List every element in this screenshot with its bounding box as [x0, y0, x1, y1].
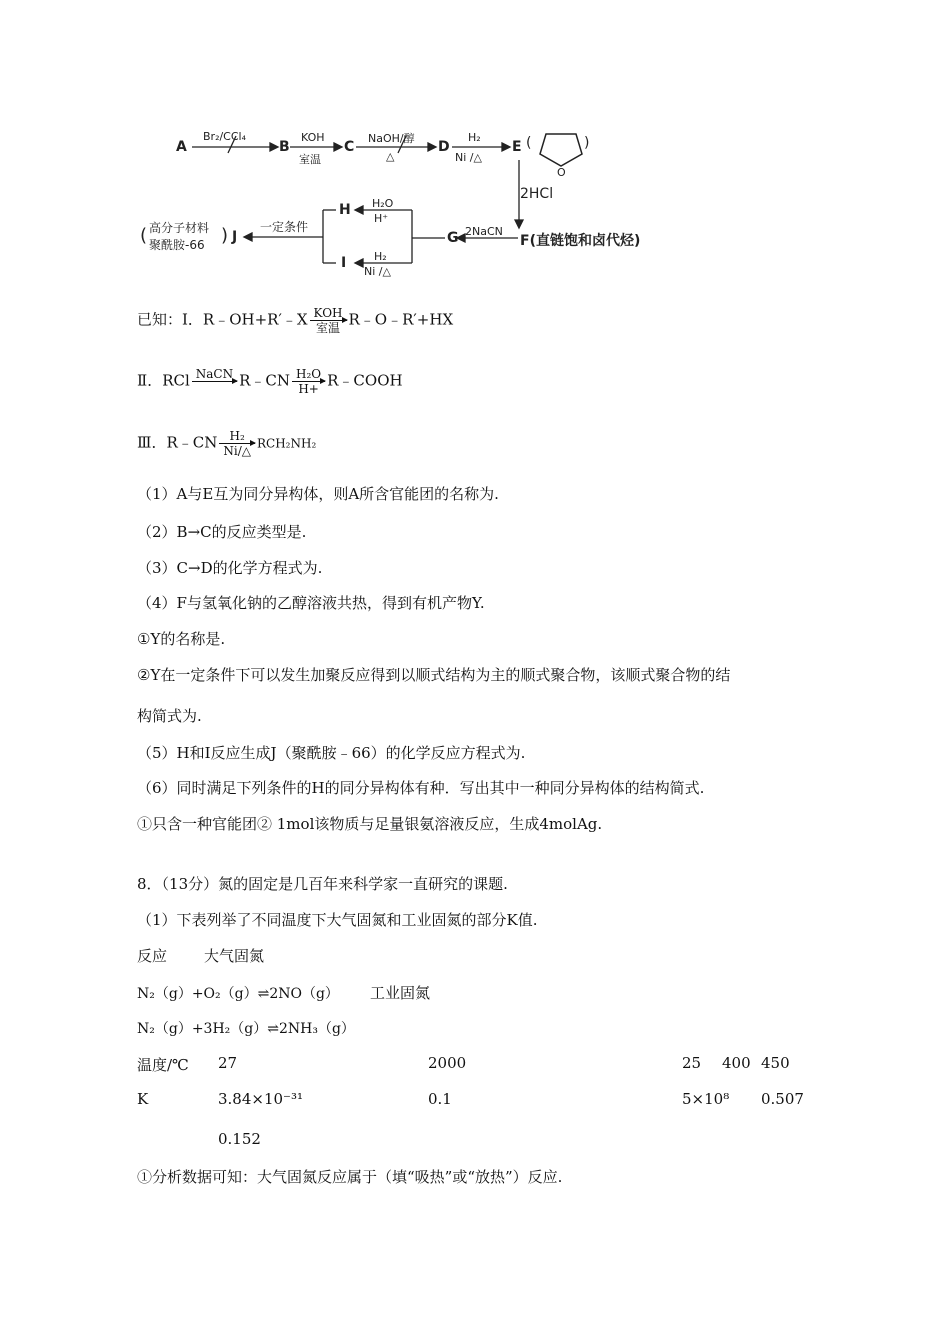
- table-header-atm: 大气固氮: [204, 947, 265, 965]
- node-e: E: [512, 139, 522, 155]
- cond-b-c-top: KOH: [301, 131, 325, 144]
- cond-c-d-top: NaOH/醇: [368, 132, 415, 145]
- node-a: A: [176, 139, 187, 155]
- known-i-arrow: [310, 306, 347, 335]
- cond-b-c-bot: 室温: [299, 153, 321, 166]
- ring-oxygen: O: [557, 166, 566, 179]
- question-6-cond: ①只含一种官能团② 1mol该物质与足量银氨溶液反应，生成4molAg.: [137, 815, 603, 833]
- table-header-reaction: 反应: [137, 947, 168, 965]
- node-d: D: [438, 139, 450, 155]
- cond-f-g: 2NaCN: [465, 225, 503, 238]
- known-i: [137, 306, 453, 335]
- j-label-line2: 聚酰胺-66: [149, 238, 205, 252]
- known-ii: [137, 367, 403, 396]
- known-iii-top: H₂: [229, 429, 245, 443]
- known-i-bot: 室温: [316, 321, 341, 335]
- table-temp-label: 温度/℃: [137, 1056, 189, 1074]
- thf-ring: [540, 134, 582, 166]
- known-ii-bot2: H+: [298, 382, 319, 396]
- j-label-line1: 高分子材料: [149, 221, 210, 235]
- cond-g-i-top: H₂: [374, 250, 387, 263]
- table-k-label: K: [137, 1090, 149, 1108]
- node-i: I: [341, 255, 347, 271]
- known-ii-mid: R﹣CN: [239, 371, 291, 390]
- table-temp-4: 450: [761, 1054, 790, 1072]
- known-iii-suffix: RCH₂NH₂: [256, 436, 317, 451]
- known-iii-arrow: [219, 429, 255, 458]
- question-1: （1）A与E互为同分异构体，则A所含官能团的名称为.: [137, 485, 499, 503]
- known-i-top: KOH: [313, 306, 343, 320]
- cond-hi-j: 一定条件: [260, 220, 309, 234]
- known-iii-prefix: Ⅲ．R﹣CN: [137, 433, 218, 452]
- table-k-2: 5×10⁸: [682, 1090, 730, 1108]
- table-eq1: N₂（g）+O₂（g）⇌2NO（g）: [137, 986, 339, 1002]
- question-5: （5）H和Ⅰ反应生成J（聚酰胺﹣66）的化学反应方程式为.: [137, 744, 526, 762]
- e-paren-close: ): [584, 135, 590, 151]
- cond-g-h-bot: H⁺: [374, 212, 389, 225]
- table-k-4: 0.152: [218, 1130, 261, 1148]
- question-2: （2）B→C的反应类型是.: [137, 523, 307, 541]
- q8-q1: ①分析数据可知：大气固氮反应属于（填“吸热”或“放热”）反应.: [137, 1168, 563, 1186]
- node-g: G: [447, 230, 459, 246]
- question-4: （4）F与氢氧化钠的乙醇溶液共热，得到有机产物Y.: [137, 594, 485, 612]
- known-ii-top2: H₂O: [296, 367, 322, 381]
- table-k-1: 0.1: [428, 1090, 452, 1108]
- question-6: （6）同时满足下列条件的H的同分异构体有种．写出其中一种同分异构体的结构简式.: [137, 779, 705, 797]
- cond-g-h-top: H₂O: [372, 197, 394, 210]
- question-4-1: ①Y的名称是.: [137, 630, 226, 648]
- question-4-2-cont: 构简式为.: [137, 707, 202, 725]
- table-k-0: 3.84×10⁻³¹: [218, 1090, 303, 1108]
- node-f: F(直链饱和卤代烃): [520, 233, 641, 249]
- j-paren-close: ): [221, 225, 229, 246]
- q8-title: 8．（13分）氮的固定是几百年来科学家一直研究的课题.: [137, 875, 508, 893]
- known-ii-arrow2: [292, 367, 325, 396]
- cond-a-b: Br₂/CCl₄: [203, 130, 247, 143]
- table-header-ind: 工业固氮: [370, 984, 431, 1002]
- known-iii: [137, 429, 316, 458]
- cond-d-e-bot: Ni /△: [455, 151, 482, 164]
- scheme-lines: [0, 0, 950, 300]
- table-eq2: N₂（g）+3H₂（g）⇌2NH₃（g）: [137, 1021, 355, 1037]
- known-ii-top1: NaCN: [195, 367, 234, 381]
- known-ii-prefix: Ⅱ．RCl: [137, 371, 190, 390]
- known-iii-bot: Ni/△: [223, 444, 251, 458]
- cond-c-d-bot: △: [386, 150, 395, 163]
- known-i-suffix: R﹣O﹣R′+HX: [348, 310, 454, 329]
- table-temp-2: 25: [682, 1054, 702, 1072]
- table-temp-1: 2000: [428, 1054, 467, 1072]
- e-paren-open: (: [526, 135, 532, 151]
- known-i-prefix: 已知：Ⅰ．R﹣OH+R′﹣X: [137, 310, 308, 329]
- node-h: H: [339, 202, 351, 218]
- q8-sub1: （1）下表列举了不同温度下大气固氮和工业固氮的部分K值.: [137, 911, 538, 929]
- cond-g-i-bot: Ni /△: [364, 265, 391, 278]
- question-4-2: ②Y在一定条件下可以发生加聚反应得到以顺式结构为主的顺式聚合物，该顺式聚合物的结: [137, 666, 731, 684]
- j-paren-open: (: [140, 225, 148, 246]
- known-ii-arrow1: [192, 367, 237, 396]
- known-ii-suffix: R﹣COOH: [327, 371, 403, 390]
- table-temp-3: 400: [722, 1054, 751, 1072]
- table-temp-0: 27: [218, 1054, 238, 1072]
- node-j: J: [232, 229, 238, 245]
- question-3: （3）C→D的化学方程式为.: [137, 559, 323, 577]
- table-k-3: 0.507: [761, 1090, 804, 1108]
- cond-d-e-top: H₂: [468, 131, 481, 144]
- cond-e-f: 2HCl: [520, 186, 554, 202]
- node-c: C: [344, 139, 355, 155]
- node-b: B: [279, 139, 290, 155]
